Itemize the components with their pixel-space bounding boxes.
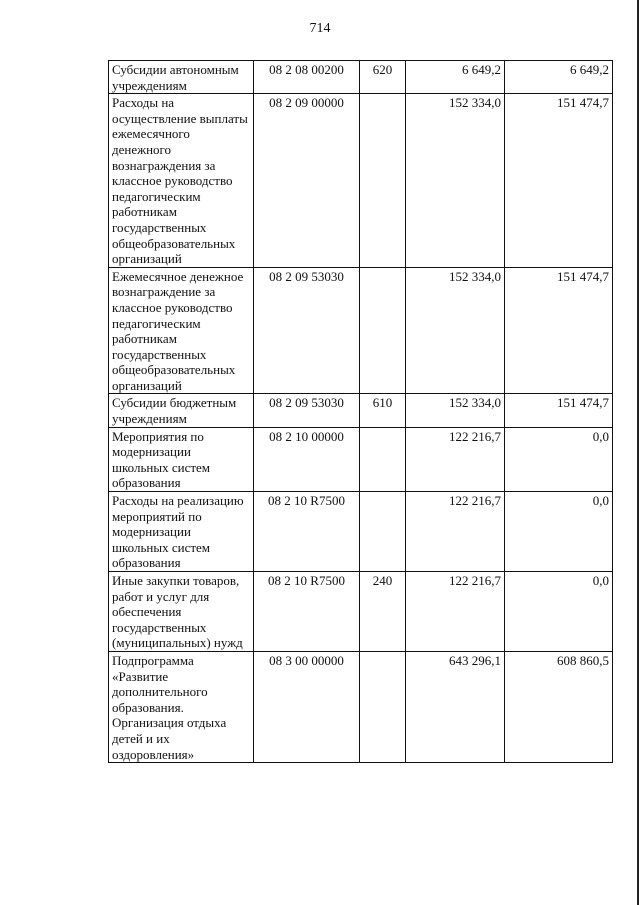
row-expense-type [360,427,406,491]
budget-table [108,60,613,763]
row-name: Расходы на осуществление выплаты ежемесячного денежного вознаграждения за классное руководство педагогическим работникам государственных общеобразовательных организаций [109,94,254,268]
row-expense-type [360,651,406,762]
row-expense-type: 240 [360,572,406,652]
row-value-1: 6 649,2 [406,61,505,94]
table-row [109,427,613,491]
row-value-2: 0,0 [505,572,613,652]
row-value-1: 122 216,7 [406,427,505,491]
row-name: Расходы на реализацию мероприятий по модернизации школьных систем образования [109,492,254,572]
row-value-1: 122 216,7 [406,572,505,652]
row-name: Субсидии автономным учреждениям [109,61,254,94]
row-value-2: 151 474,7 [505,394,613,427]
row-name: Подпрограмма «Развитие дополнительного образования. Организация отдыха детей и их оздоровления» [109,651,254,762]
row-code: 08 2 08 00200 [254,61,360,94]
table-row [109,61,613,94]
row-code: 08 3 00 00000 [254,651,360,762]
row-name: Ежемесячное денежное вознаграждение за классное руководство педагогическим работникам государственных общеобразовательных организаций [109,267,254,394]
row-value-2: 0,0 [505,427,613,491]
table-row [109,572,613,652]
row-name: Мероприятия по модернизации школьных систем образования [109,427,254,491]
scan-edge-line [637,0,639,905]
row-code: 08 2 09 53030 [254,267,360,394]
row-value-2: 0,0 [505,492,613,572]
row-expense-type [360,492,406,572]
row-value-2: 151 474,7 [505,267,613,394]
row-value-2: 608 860,5 [505,651,613,762]
row-value-1: 152 334,0 [406,267,505,394]
row-value-2: 151 474,7 [505,94,613,268]
row-value-2: 6 649,2 [505,61,613,94]
table-row [109,492,613,572]
row-expense-type [360,267,406,394]
row-code: 08 2 10 00000 [254,427,360,491]
row-value-1: 643 296,1 [406,651,505,762]
page-number: 714 [309,21,331,36]
row-value-1: 122 216,7 [406,492,505,572]
row-code: 08 2 10 R7500 [254,492,360,572]
row-code: 08 2 09 53030 [254,394,360,427]
row-name: Субсидии бюджетным учреждениям [109,394,254,427]
row-expense-type: 620 [360,61,406,94]
row-value-1: 152 334,0 [406,394,505,427]
row-value-1: 152 334,0 [406,94,505,268]
table-row [109,94,613,268]
table-row [109,651,613,762]
table-row [109,267,613,394]
row-expense-type [360,94,406,268]
row-code: 08 2 10 R7500 [254,572,360,652]
row-expense-type: 610 [360,394,406,427]
row-name: Иные закупки товаров, работ и услуг для обеспечения государственных (муниципальных) нужд [109,572,254,652]
row-code: 08 2 09 00000 [254,94,360,268]
table-row [109,394,613,427]
